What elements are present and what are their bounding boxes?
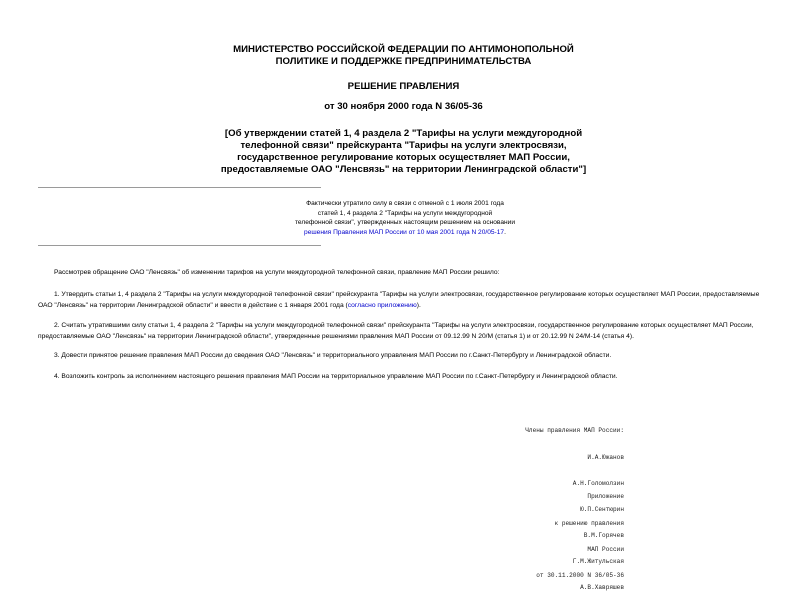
document-title: [Об утверждении статей 1, 4 раздела 2 "Тарифы на услуги междугородной телефонной связи" прейскуранта "Тарифы на услуги электросвязи, государственное регулирование которых осуществляет МАП России, предоставляемые ОАО "Ленсвязь" на территории Ленинградской области"] xyxy=(220,128,587,175)
ministry-name: МИНИСТЕРСТВО РОССИЙСКОЙ ФЕДЕРАЦИИ ПО АНТИМОНОПОЛЬНОЙ ПОЛИТИКЕ И ПОДДЕРЖКЕ ПРЕДПРИНИМАТЕЛЬСТВА xyxy=(233,44,574,67)
paragraph-4: 4. Возложить контроль за исполнением настоящего решения правления МАП России на территориальное управление МАП России по г.Санкт-Петербургу и Ленинградской области. xyxy=(54,373,618,380)
note-divider-bottom xyxy=(38,245,321,246)
signatures-block: Члены правления МАП России: И.А.Южанов А.Н.Голомолзин Ю.П.Сентюрин В.М.Горячев Г.М.Житульская А.В.Хавряшев xyxy=(525,427,624,592)
paragraph-2: 2. Считать утратившими силу статьи 1, 4 раздела 2 "Тарифы на услуги междугородной телефонной связи" прейскуранта "Тарифы на услуги электросвязи, государственное регулирование которых осуществляет МАП России, предоставляемые ОАО "Ленсвязь" на территории Ленинградской области", утвержденные решениями правления МАП России от 09.12.99 N 20/М (статья 1) и от 20.12.99 N 24/М-14 (статья 4). xyxy=(38,322,754,340)
paragraph-1: 1. Утвердить статьи 1, 4 раздела 2 "Тарифы на услуги междугородной телефонной связи" прейскуранта "Тарифы на услуги электросвязи, государственное регулирование которых осуществляет МАП России, предоставляемые ОАО "Ленсвязь" на территории Ленинградской области" и ввести в действие с 1 января 2001 года (согласно приложению). xyxy=(38,291,760,309)
paragraph-3: 3. Довести принятое решение правления МАП России до сведения ОАО "Ленсвязь" и территориального управления МАП России по г.Санкт-Петербургу и Ленинградской области. xyxy=(54,352,612,359)
document-type: РЕШЕНИЕ ПРАВЛЕНИЯ xyxy=(347,81,460,92)
appendix-reference: Приложение к решению правления МАП России от 30.11.2000 N 36/05-36 xyxy=(536,493,624,579)
intro-paragraph: Рассмотрев обращение ОАО "Ленсвязь" об изменении тарифов на услуги междугородной телефонной связи, правление МАП России решило: xyxy=(54,269,500,276)
note-divider-top xyxy=(38,187,321,188)
document-date-number: от 30 ноября 2000 года N 36/05-36 xyxy=(324,101,483,112)
appendix-link[interactable]: согласно приложению xyxy=(347,301,417,309)
editorial-note: Фактически утратило силу в связи с отменой с 1 июля 2001 года статей 1, 4 раздела 2 "Тарифы на услуги междугородной телефонной связи", утвержденных настоящим решением на основании решения Правления МАП России от 10 мая 2001 года N 20/05-17. xyxy=(294,200,516,236)
note-reference-link[interactable]: решения Правления МАП России от 10 мая 2001 года N 20/05-17 xyxy=(304,228,505,236)
